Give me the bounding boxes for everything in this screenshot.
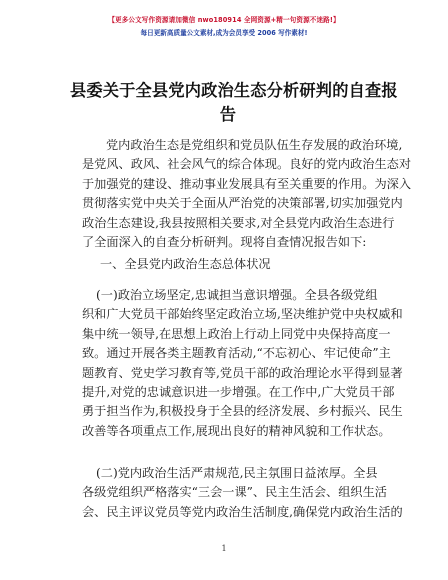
title-line-2: 告 — [219, 105, 237, 124]
text-line: 贯彻落实党中央关于全面从严治党的决策部署,切实加强党内 — [82, 196, 403, 211]
text-line: 致。通过开展各类主题教育活动,“不忘初心、牢记使命”主 — [82, 346, 391, 361]
text-line: (二)党内政治生活严肃规范,民主氛围日益浓厚。全县 — [96, 466, 378, 480]
text-line: 是党风、政风、社会风气的综合体现。良好的党内政治生态对 — [82, 157, 412, 172]
page-number: 1 — [221, 544, 227, 553]
text-line: 党内政治生态是党组织和党员队伍生存发展的政治环境, — [106, 138, 403, 152]
promo-banner-line-2: 每日更新高质量公文素材,成为会员享受 2006 写作素材! — [140, 29, 308, 37]
intro-paragraph — [82, 136, 412, 252]
text-line: 各级党组织严格落实“三会一课”、民主生活会、组织生活 — [82, 485, 387, 500]
document-title — [70, 79, 398, 127]
text-line: 织和广大党员干部始终坚定政治立场,坚决维护党中央权威和 — [82, 307, 403, 322]
text-line: 于加强党的建设、推动事业发展具有至关重要的作用。为深入 — [82, 176, 412, 191]
paragraph-1 — [82, 286, 403, 441]
promo-banner-line-1: 【更多公文写作资源请加微信 nwo180914 全网资源+精一句资源不迷路!】 — [108, 16, 340, 24]
text-line: 提升,对党的忠诚意识进一步增强。在工作中,广大党员干部 — [82, 384, 395, 399]
text-line: 勇于担当作为,积极投身于全县的经济发展、乡村振兴、民生 — [82, 404, 403, 419]
section-heading-1: 一、全县党内政治生态总体状况 — [100, 257, 271, 271]
text-line: 了全面深入的自查分析研判。现将自查情况报告如下: — [82, 234, 367, 249]
text-line: 改善等各项重点工作,展现出良好的精神风貌和工作状态。 — [82, 423, 391, 438]
text-line: (一)政治立场坚定,忠诚担当意识增强。全县各级党组 — [96, 288, 378, 302]
text-line: 政治生态建设,我县按照相关要求,对全县党内政治生态进行 — [82, 215, 395, 230]
text-line: 集中统一领导,在思想上政治上行动上同党中央保持高度一 — [82, 326, 391, 341]
text-line: 题教育、党史学习教育等,党员干部的政治理论水平得到显著 — [82, 365, 403, 380]
text-line: 会、民主评议党员等党内政治生活制度,确保党内政治生活的 — [82, 504, 403, 519]
title-line-1: 县委关于全县党内政治生态分析研判的自查报 — [70, 81, 398, 100]
paragraph-2 — [82, 464, 403, 522]
